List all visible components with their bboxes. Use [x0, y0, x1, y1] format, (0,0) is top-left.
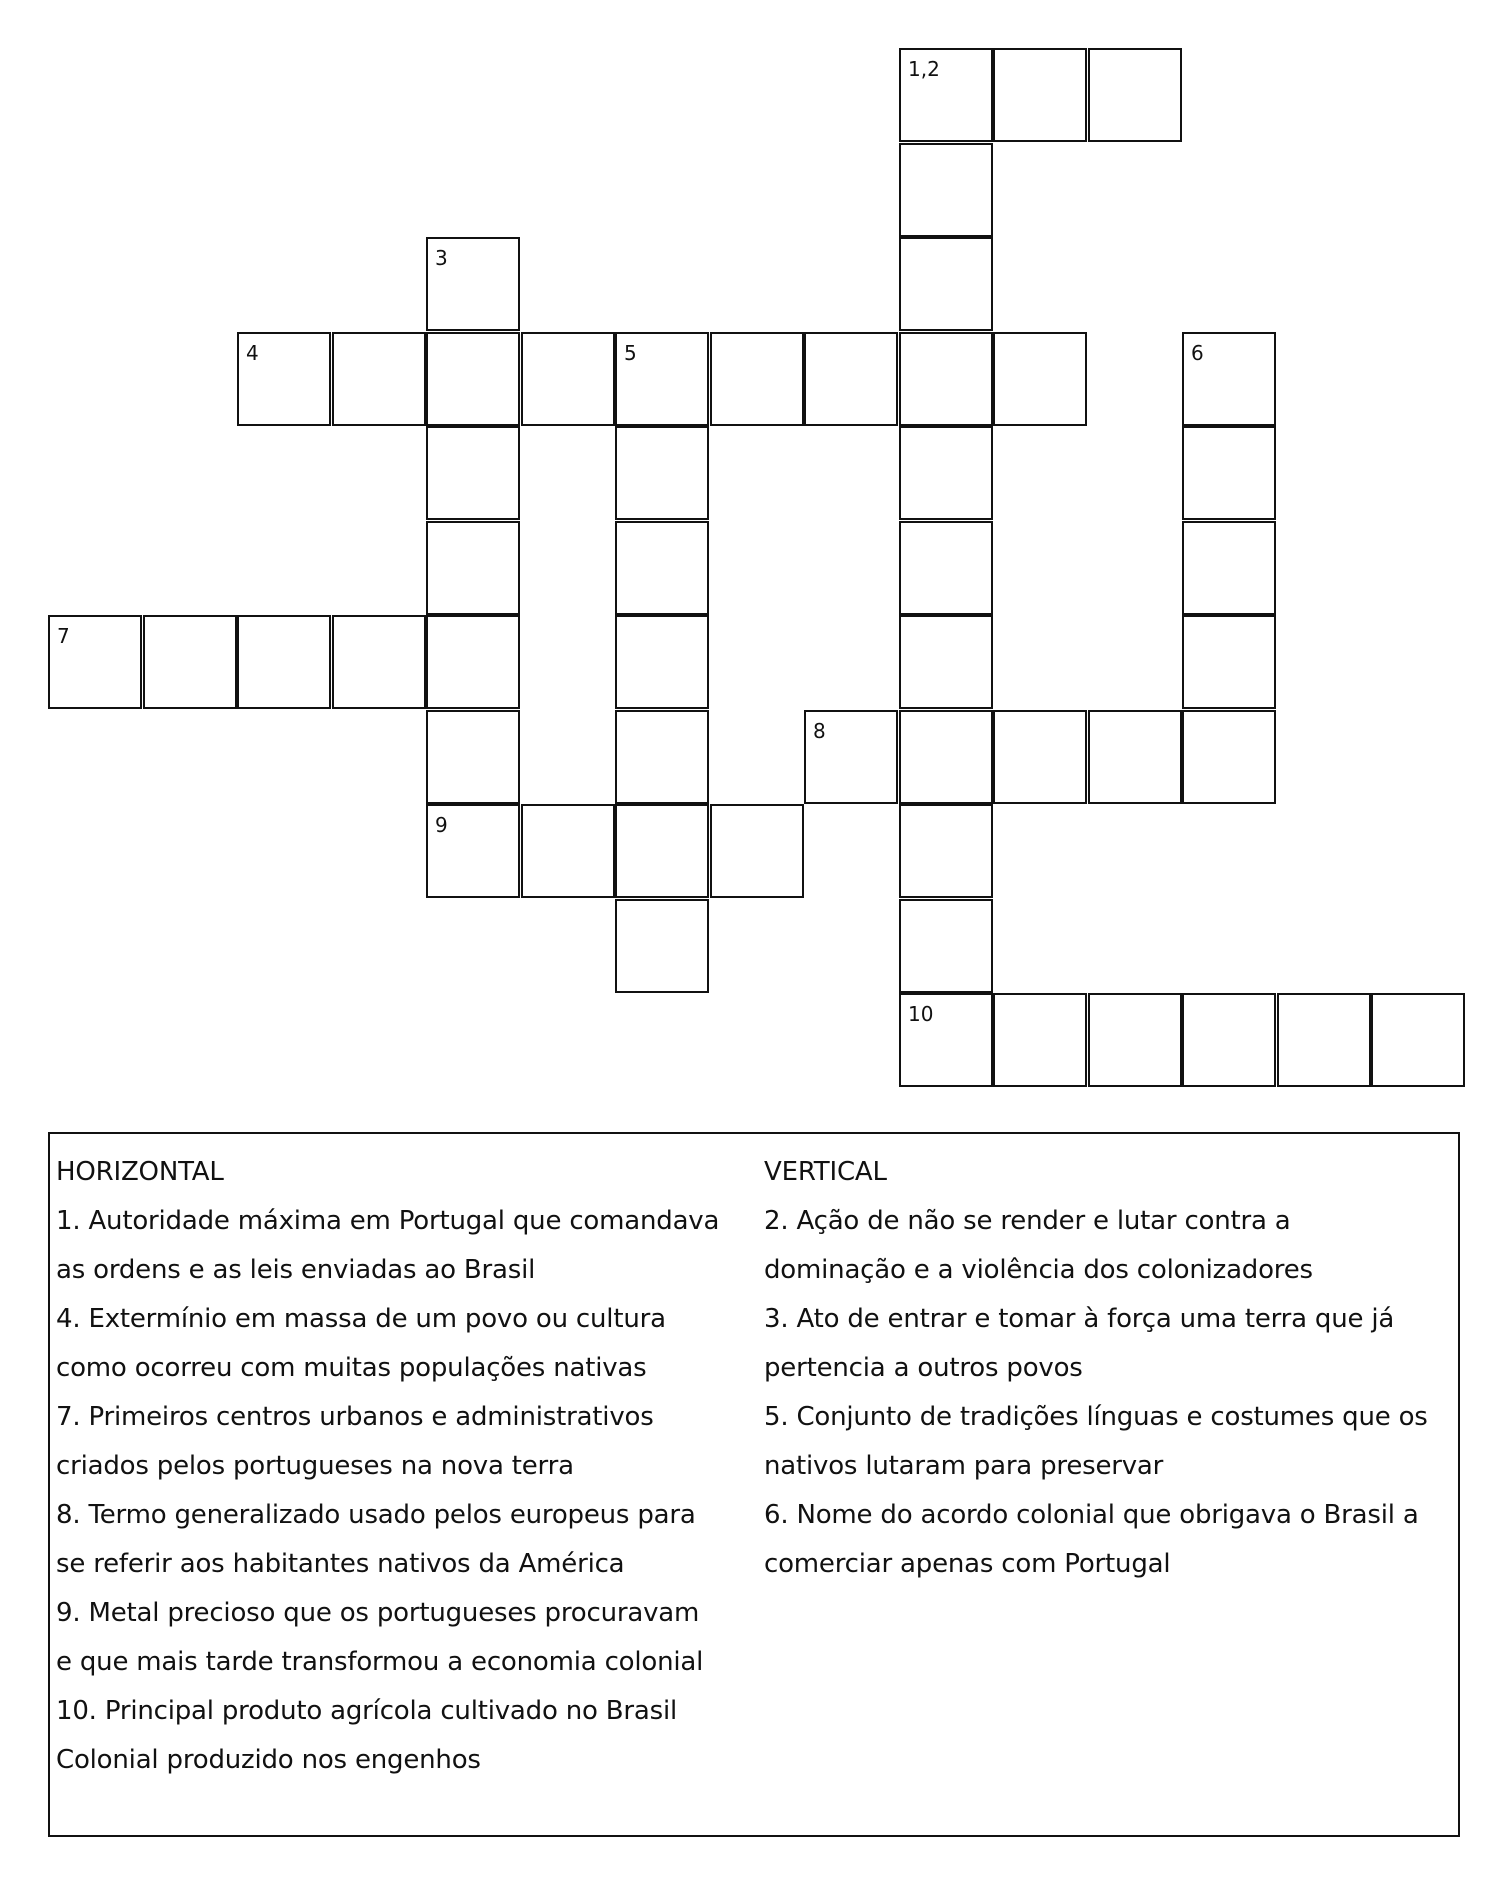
- clue-line: nativos lutaram para preservar: [764, 1451, 1164, 1481]
- clue-number: 9: [435, 813, 448, 837]
- crossword-cell[interactable]: [899, 237, 993, 331]
- crossword-cell[interactable]: [1182, 426, 1276, 520]
- crossword-cell[interactable]: [48, 615, 142, 709]
- crossword-cell[interactable]: [615, 710, 709, 804]
- crossword-cell[interactable]: [710, 804, 804, 898]
- clue-number: 6: [1191, 341, 1204, 365]
- crossword-cell[interactable]: [1182, 615, 1276, 709]
- crossword-cell[interactable]: [899, 710, 993, 804]
- clue-number: 5: [624, 341, 637, 365]
- vertical-clues: [764, 1148, 1454, 1589]
- crossword-cell[interactable]: [899, 899, 993, 993]
- crossword-cell[interactable]: [899, 521, 993, 615]
- crossword-cell[interactable]: [1088, 48, 1182, 142]
- clue-line: 6. Nome do acordo colonial que obrigava o Brasil a: [764, 1500, 1419, 1530]
- crossword-cell[interactable]: [615, 804, 709, 898]
- crossword-cell[interactable]: [1182, 332, 1276, 426]
- crossword-cell[interactable]: [426, 804, 520, 898]
- clue-line: 4. Extermínio em massa de um povo ou cultura: [56, 1304, 666, 1334]
- clue-line: 10. Principal produto agrícola cultivado no Brasil: [56, 1696, 678, 1726]
- crossword-cell[interactable]: [1088, 710, 1182, 804]
- clue-number: 3: [435, 246, 448, 270]
- crossword-cell[interactable]: [1182, 521, 1276, 615]
- crossword-cell[interactable]: [804, 710, 898, 804]
- crossword-cell[interactable]: [332, 332, 426, 426]
- clue-number: 10: [908, 1002, 934, 1026]
- crossword-cell[interactable]: [993, 710, 1087, 804]
- crossword-cell[interactable]: [804, 332, 898, 426]
- clue-line: Colonial produzido nos engenhos: [56, 1745, 481, 1775]
- crossword-cell[interactable]: [899, 143, 993, 237]
- crossword-cell[interactable]: [615, 899, 709, 993]
- vertical-heading: VERTICAL: [764, 1157, 887, 1187]
- clue-line: se referir aos habitantes nativos da América: [56, 1549, 625, 1579]
- clues-box: [48, 1132, 1460, 1837]
- crossword-cell[interactable]: [143, 615, 237, 709]
- clue-line: 3. Ato de entrar e tomar à força uma terra que já: [764, 1304, 1395, 1334]
- horizontal-clues: [56, 1148, 756, 1785]
- crossword-cell[interactable]: [426, 426, 520, 520]
- crossword-cell[interactable]: [899, 993, 993, 1087]
- clue-line: comerciar apenas com Portugal: [764, 1549, 1171, 1579]
- crossword-cell[interactable]: [426, 332, 520, 426]
- crossword-cell[interactable]: [1088, 993, 1182, 1087]
- clue-number: 7: [57, 624, 70, 648]
- clue-line: 7. Primeiros centros urbanos e administrativos: [56, 1402, 654, 1432]
- clue-line: como ocorreu com muitas populações nativas: [56, 1353, 647, 1383]
- crossword-cell[interactable]: [426, 710, 520, 804]
- crossword-cell[interactable]: [426, 237, 520, 331]
- crossword-cell[interactable]: [1182, 993, 1276, 1087]
- crossword-cell[interactable]: [615, 426, 709, 520]
- clue-line: 5. Conjunto de tradições línguas e costumes que os: [764, 1402, 1428, 1432]
- clue-line: criados pelos portugueses na nova terra: [56, 1451, 574, 1481]
- crossword-cell[interactable]: [521, 332, 615, 426]
- crossword-cell[interactable]: [899, 426, 993, 520]
- crossword-cell[interactable]: [521, 804, 615, 898]
- crossword-cell[interactable]: [426, 521, 520, 615]
- clue-line: pertencia a outros povos: [764, 1353, 1083, 1383]
- crossword-cell[interactable]: [615, 615, 709, 709]
- horizontal-heading: HORIZONTAL: [56, 1157, 224, 1187]
- crossword-cell[interactable]: [332, 615, 426, 709]
- crossword-cell[interactable]: [993, 48, 1087, 142]
- clue-number: 8: [813, 719, 826, 743]
- crossword-cell[interactable]: [1182, 710, 1276, 804]
- clue-line: 2. Ação de não se render e lutar contra a: [764, 1206, 1291, 1236]
- clue-line: 1. Autoridade máxima em Portugal que comandava: [56, 1206, 720, 1236]
- clue-number: 4: [246, 341, 259, 365]
- clue-line: dominação e a violência dos colonizadores: [764, 1255, 1313, 1285]
- crossword-cell[interactable]: [237, 332, 331, 426]
- clue-line: e que mais tarde transformou a economia colonial: [56, 1647, 704, 1677]
- crossword-cell[interactable]: [899, 332, 993, 426]
- crossword-cell[interactable]: [993, 993, 1087, 1087]
- crossword-cell[interactable]: [710, 332, 804, 426]
- crossword-cell[interactable]: [615, 332, 709, 426]
- clue-number: 1,2: [908, 57, 940, 81]
- crossword-cell[interactable]: [237, 615, 331, 709]
- crossword-cell[interactable]: [1277, 993, 1371, 1087]
- crossword-cell[interactable]: [426, 615, 520, 709]
- crossword-cell[interactable]: [899, 48, 993, 142]
- clue-line: as ordens e as leis enviadas ao Brasil: [56, 1255, 536, 1285]
- crossword-cell[interactable]: [1371, 993, 1465, 1087]
- crossword-cell[interactable]: [899, 804, 993, 898]
- clue-line: 8. Termo generalizado usado pelos europeus para: [56, 1500, 696, 1530]
- crossword-cell[interactable]: [899, 615, 993, 709]
- crossword-cell[interactable]: [615, 521, 709, 615]
- clue-line: 9. Metal precioso que os portugueses procuravam: [56, 1598, 700, 1628]
- crossword-cell[interactable]: [993, 332, 1087, 426]
